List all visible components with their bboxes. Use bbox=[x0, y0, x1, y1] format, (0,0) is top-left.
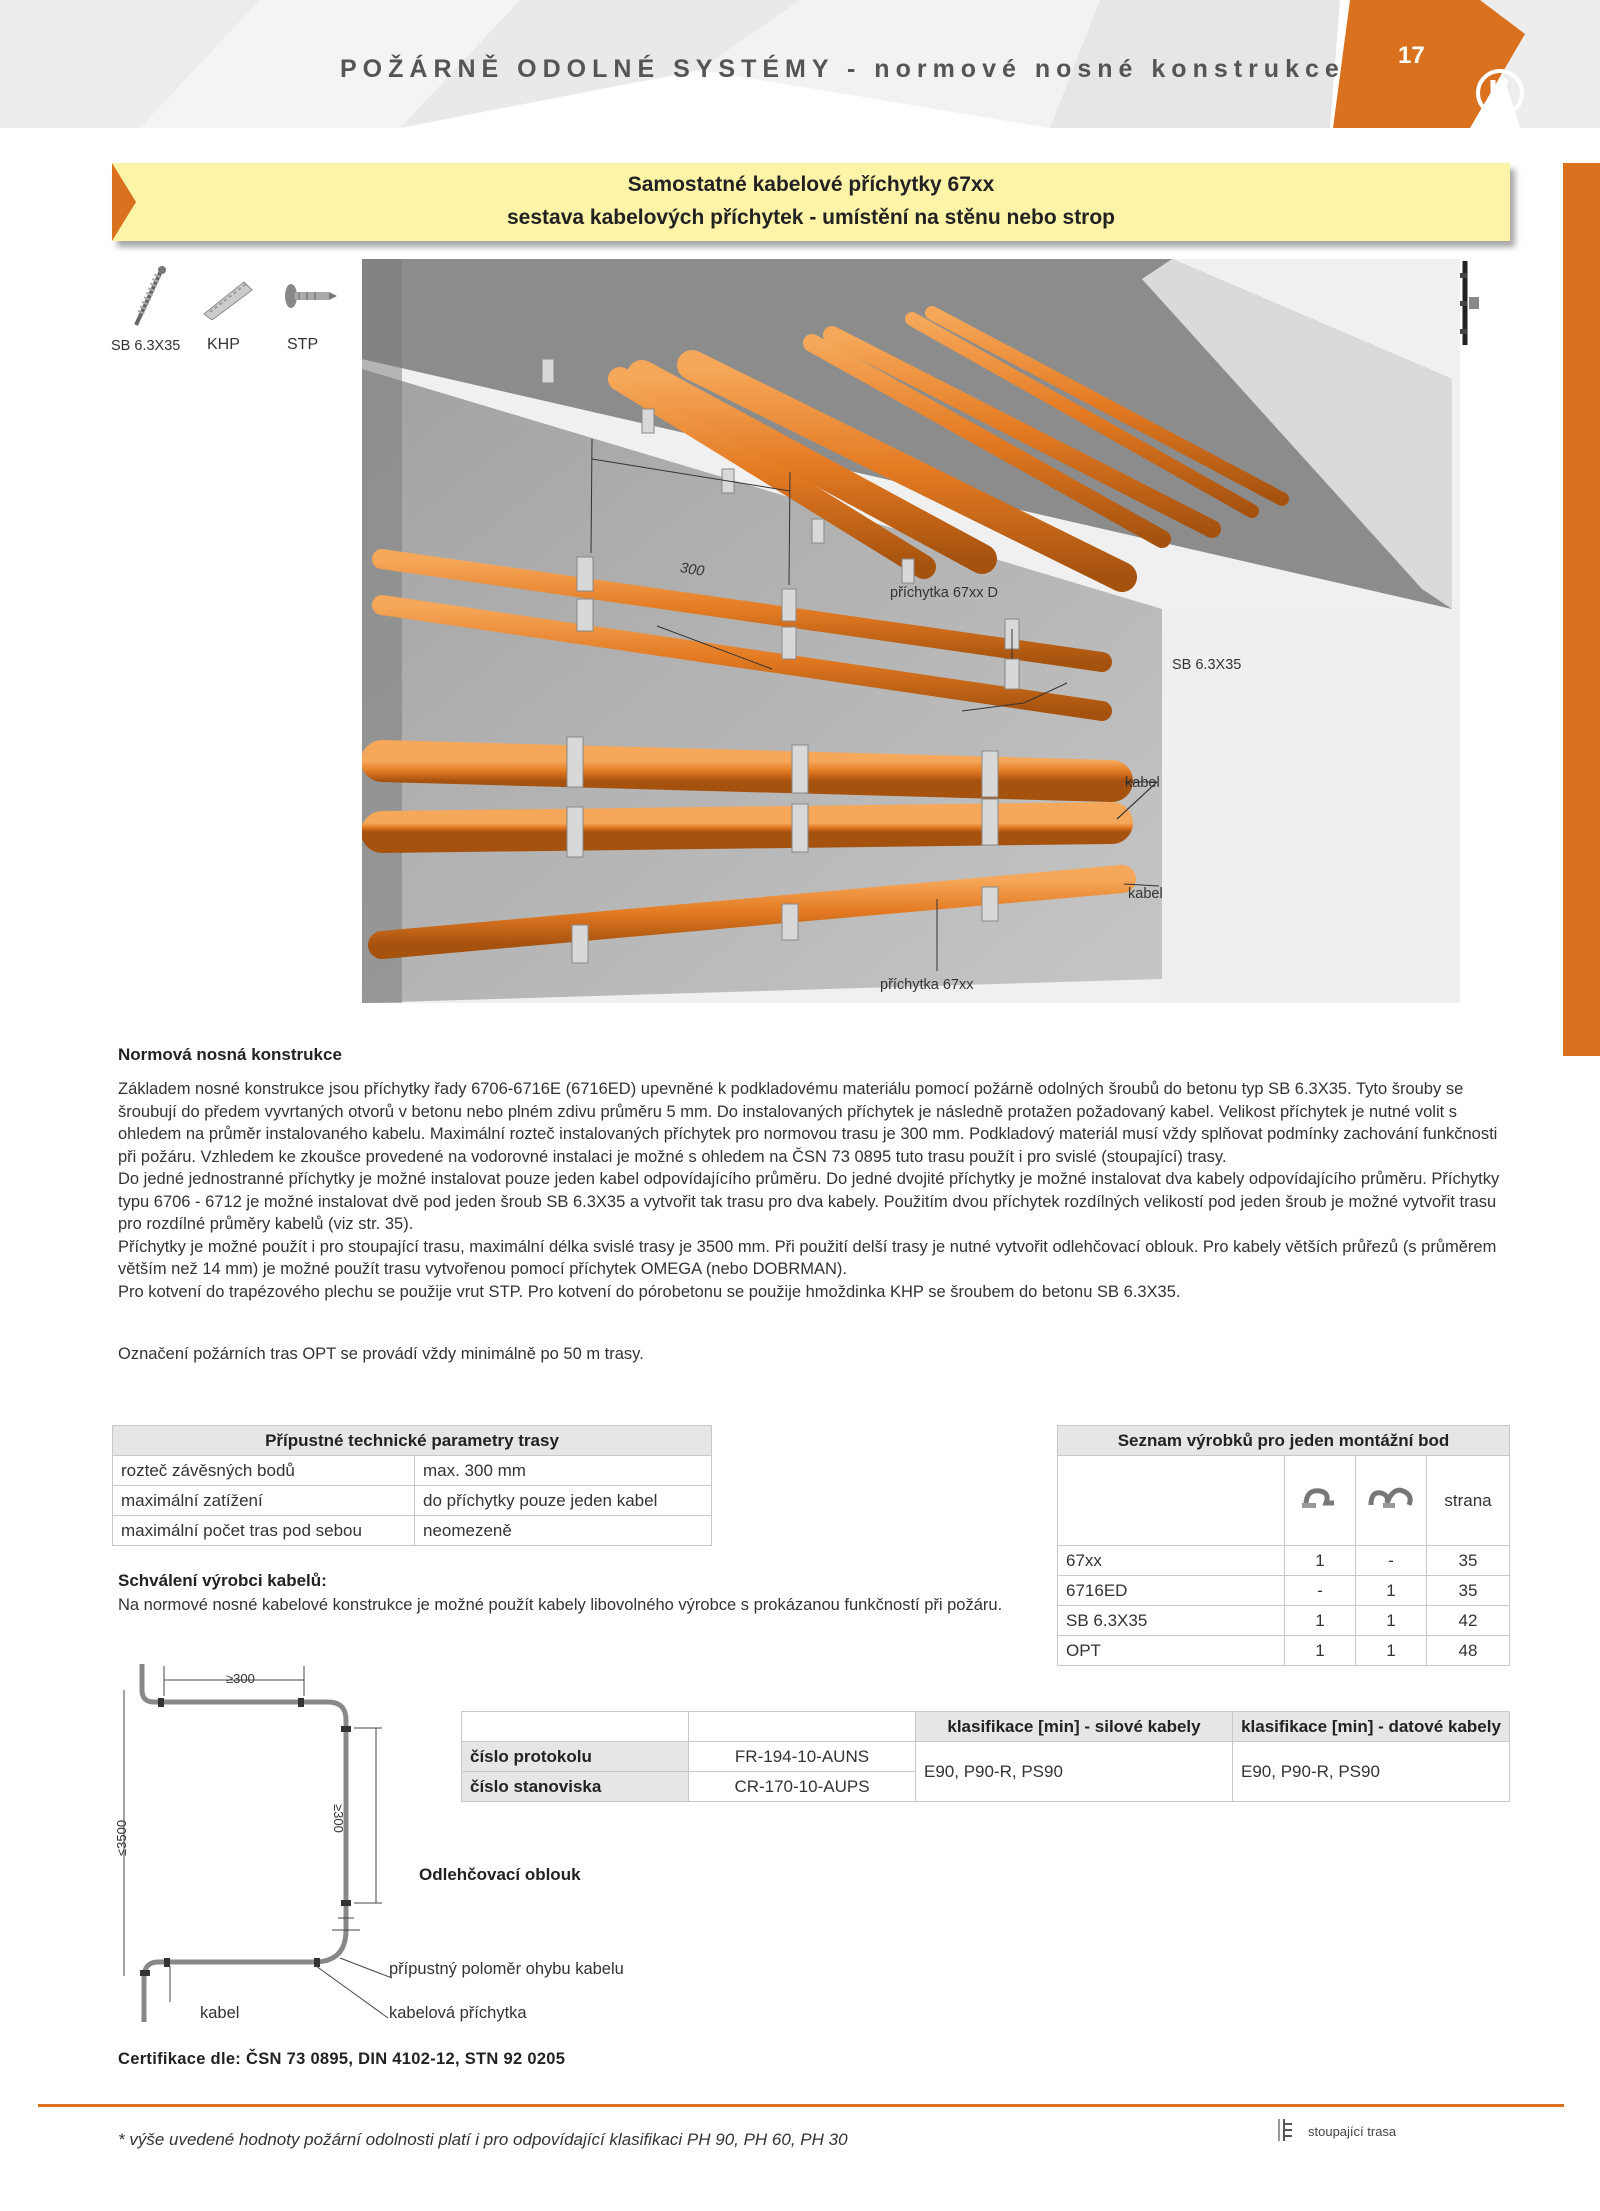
table-cell: - bbox=[1356, 1546, 1427, 1576]
paragraph: Pro kotvení do trapézového plechu se použije vrut STP. Pro kotvení do pórobetonu se použije hmoždinka KHP se šroubem do betonu SB 6.3X35. bbox=[118, 1282, 1181, 1301]
side-accent-bar bbox=[1563, 163, 1600, 1056]
table-cell: maximální zatížení bbox=[113, 1486, 415, 1516]
table-cell: 6716ED bbox=[1058, 1576, 1285, 1606]
table-cell: 1 bbox=[1285, 1636, 1356, 1666]
table-cell: CR-170-10-AUPS bbox=[689, 1772, 916, 1802]
table-cell: 67xx bbox=[1058, 1546, 1285, 1576]
table-row bbox=[1058, 1606, 1510, 1636]
section-heading: Normová nosná konstrukce bbox=[118, 1045, 342, 1064]
table-cell: 1 bbox=[1356, 1576, 1427, 1606]
label-cable-1: kabel bbox=[1125, 775, 1160, 791]
dim-right-label: ≥300 bbox=[331, 1804, 346, 1833]
table-cell bbox=[689, 1712, 916, 1742]
label-bend-radius: přípustný poloměr ohybu kabelu bbox=[389, 1960, 624, 1978]
label-cable: kabel bbox=[200, 2004, 240, 2022]
dimension-300-label: 300 bbox=[678, 560, 706, 580]
icon-label-sb: SB 6.3X35 bbox=[111, 338, 181, 354]
label-cable-2: kabel bbox=[1128, 886, 1163, 902]
table-cell: FR-194-10-AUNS bbox=[689, 1742, 916, 1772]
icon-label-khp: KHP bbox=[207, 336, 240, 353]
table-cell: - bbox=[1285, 1576, 1356, 1606]
paragraph: Do jedné jednostranné příchytky je možné instalovat pouze jeden kabel odpovídajícího průměru. Do jedné dvojité příchytky je možné instalovat dva kabely odpovídajícího průměru. Příchytky typu 6706 - 6712 je možné instalovat dvě pod jeden šroub SB 6.3X35 a vytvořit tak trasu pro dva kabely. Použitím dvou příchytek rozdílných velikostí pod jeden šroub je možné vytvořit trasu pro rozdílné průměry kabelů (viz str. 35). bbox=[118, 1170, 1500, 1233]
rising-route-icon bbox=[1276, 2118, 1296, 2147]
dim-left-label: ≤3500 bbox=[114, 1819, 129, 1856]
table-row bbox=[113, 1486, 712, 1516]
body-text bbox=[118, 1078, 1506, 1303]
footer-divider bbox=[38, 2104, 1564, 2107]
table-cell bbox=[462, 1712, 689, 1742]
banner-arrow-icon bbox=[112, 163, 136, 246]
paragraph: Základem nosné konstrukce jsou příchytky řady 6706-6716E (6716ED) upevněné k podkladovému materiálu pomocí požárně odolných šroubů do betonu typ SB 6.3X35. Tyto šrouby se šroubují do předem vyvrtaných otvorů v betonu nebo plném zdivu průměru 5 mm. Do instalovaných příchytek je následně protažen požadovaný kabel. Velikost příchytek je nutné volit s ohledem na průměr instalovaného kabelu. Maximální rozteč instalovaných příchytek pro normovou trasu je 300 mm. Podkladový materiál musí vždy splňovat podmínky zachování funkčnosti při požáru. Vzhledem ke zkoušce provedené na vodorovné instalaci je možné s ohledem na ČSN 73 0895 tuto trasu použít i pro svislé (stoupající) trasy. bbox=[118, 1080, 1498, 1166]
table-cell: 1 bbox=[1356, 1606, 1427, 1636]
banner-title: Samostatné kabelové příchytky 67xx bbox=[627, 173, 995, 196]
double-clip-icon bbox=[1356, 1456, 1427, 1546]
table-cell: E90, P90-R, PS90 bbox=[916, 1742, 1233, 1802]
table-cell: 35 bbox=[1427, 1576, 1510, 1606]
dim-top-label: ≥300 bbox=[226, 1671, 255, 1686]
screw-icon bbox=[128, 265, 168, 336]
certification: Certifikace dle: ČSN 73 0895, DIN 4102-12, STN 92 0205 bbox=[118, 2050, 566, 2068]
anchor-icon bbox=[200, 276, 256, 325]
params-table-header: Přípustné technické parametry trasy bbox=[113, 1426, 712, 1456]
table-cell: 42 bbox=[1427, 1606, 1510, 1636]
table-cell: max. 300 mm bbox=[415, 1456, 712, 1486]
table-cell: neomezeně bbox=[415, 1516, 712, 1546]
table-cell: maximální počet tras pod sebou bbox=[113, 1516, 415, 1546]
table-cell: číslo protokolu bbox=[462, 1742, 689, 1772]
installation-illustration bbox=[362, 259, 1460, 1003]
drill-screw-icon bbox=[281, 276, 337, 321]
table-row bbox=[113, 1516, 712, 1546]
class-col-power: klasifikace [min] - silové kabely bbox=[916, 1712, 1233, 1742]
brand-logo-icon bbox=[1475, 68, 1525, 123]
relief-arc-title: Odlehčovací oblouk bbox=[419, 1865, 581, 1884]
table-cell: E90, P90-R, PS90 bbox=[1233, 1742, 1510, 1802]
table-cell: OPT bbox=[1058, 1636, 1285, 1666]
product-list-table bbox=[1057, 1425, 1510, 1666]
footer-note: * výše uvedené hodnoty požární odolnosti platí i pro odpovídající klasifikaci PH 90, PH 60, PH 30 bbox=[118, 2130, 848, 2149]
label-clip: příchytka 67xx bbox=[880, 977, 974, 993]
table-cell: 1 bbox=[1285, 1606, 1356, 1636]
table-cell: rozteč závěsných bodů bbox=[113, 1456, 415, 1486]
table-cell: SB 6.3X35 bbox=[1058, 1606, 1285, 1636]
label-screw: SB 6.3X35 bbox=[1172, 657, 1242, 673]
table-cell: 35 bbox=[1427, 1546, 1510, 1576]
icon-label-stp: STP bbox=[287, 336, 319, 353]
table-row bbox=[462, 1742, 1510, 1772]
table-cell bbox=[1058, 1456, 1285, 1546]
header-title: POŽÁRNĚ ODOLNÉ SYSTÉMY - normové nosné konstrukce bbox=[340, 55, 1345, 83]
strana-label: strana bbox=[1427, 1456, 1510, 1546]
table-cell: do příchytky pouze jeden kabel bbox=[415, 1486, 712, 1516]
page-number: 17 bbox=[1398, 42, 1425, 69]
approval-text: Na normové nosné kabelové konstrukce je možné použít kabely libovolného výrobce s prokázanou funkčností při požáru. bbox=[118, 1596, 1003, 1614]
footer-legend: stoupající trasa bbox=[1308, 2124, 1397, 2139]
params-table bbox=[112, 1425, 712, 1546]
table-cell: 48 bbox=[1427, 1636, 1510, 1666]
opt-note: Označení požárních tras OPT se provádí vždy minimálně po 50 m trasy. bbox=[118, 1345, 644, 1363]
paragraph: Příchytky je možné použít i pro stoupající trasu, maximální délka svislé trasy je 3500 mm. Při použití delší trasy je nutné vytvořit odlehčovací oblouk. Pro kabely větších průřezů (s průměrem větším než 14 mm) je možné použít trasu vytvořenou pomocí příchytek OMEGA (nebo DOBRMAN). bbox=[118, 1237, 1497, 1278]
title-banner bbox=[112, 163, 1510, 241]
table-row bbox=[113, 1456, 712, 1486]
table-cell: 1 bbox=[1356, 1636, 1427, 1666]
product-list-header: Seznam výrobků pro jeden montážní bod bbox=[1058, 1426, 1510, 1456]
table-row bbox=[1058, 1636, 1510, 1666]
classification-table bbox=[461, 1711, 1510, 1802]
table-cell: 1 bbox=[1285, 1546, 1356, 1576]
table-cell: číslo stanoviska bbox=[462, 1772, 689, 1802]
table-row bbox=[462, 1712, 1510, 1742]
single-clip-icon bbox=[1285, 1456, 1356, 1546]
label-clip-d: příchytka 67xx D bbox=[890, 585, 998, 601]
table-row bbox=[1058, 1546, 1510, 1576]
table-row bbox=[1058, 1456, 1510, 1546]
label-cable-clip: kabelová příchytka bbox=[389, 2004, 527, 2022]
approval-heading: Schválení výrobci kabelů: bbox=[118, 1571, 327, 1590]
banner-subtitle: sestava kabelových příchytek - umístění na stěnu nebo strop bbox=[506, 206, 1116, 229]
relief-arc-diagram bbox=[108, 1660, 408, 2045]
table-row bbox=[1058, 1576, 1510, 1606]
class-col-data: klasifikace [min] - datové kabely bbox=[1233, 1712, 1510, 1742]
